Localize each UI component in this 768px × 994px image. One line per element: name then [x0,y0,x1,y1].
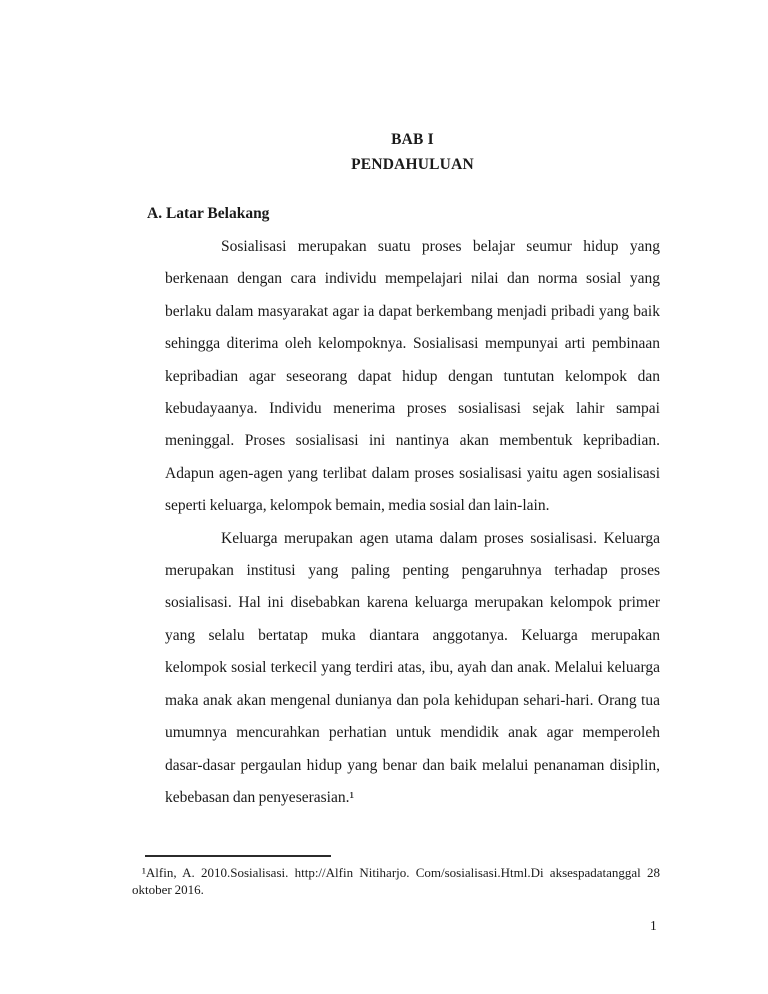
body-text [165,231,660,814]
text-line: Sosialisasi merupakan suatu proses belajar seumur hidup yang [221,238,660,255]
footnote-line: ¹Alfin, A. 2010.Sosialisasi. http://Alfin Nitiharjo. Com/sosialisasi.Html.Di aksespadatanggal 28 [142,865,660,880]
text-line: sosialisasi. Hal ini disebabkan karena keluarga merupakan kelompok primer [165,594,660,612]
body-paragraph [165,523,660,815]
footnote-line: oktober 2016. [132,882,204,897]
chapter-title-block [165,127,660,177]
text-line: umumnya mencurahkan perhatian untuk mendidik anak agar memperoleh [165,724,660,742]
text-line: kebudayaanya. Individu menerima proses sosialisasi sejak lahir sampai [165,400,660,418]
text-line: kepribadian agar seseorang dapat hidup dengan tuntutan kelompok dan [165,367,660,385]
text-line: berlaku dalam masyarakat agar ia dapat berkembang menjadi pribadi yang baik [165,302,660,320]
text-line: sehingga diterima oleh kelompoknya. Sosialisasi mempunyai arti pembinaan [165,335,660,353]
text-line: meninggal. Proses sosialisasi ini nantinya akan membentuk kepribadian. [165,432,660,450]
text-line: merupakan institusi yang paling penting pengaruhnya terhadap proses [165,562,660,580]
chapter-title: BAB I [391,131,434,148]
text-line: kebebasan dan penyeserasian.¹ [165,788,355,806]
text-line: kelompok sosial terkecil yang terdiri atas, ibu, ayah dan anak. Melalui keluarga [165,659,660,677]
body-paragraph [165,231,660,523]
footnote [132,864,660,898]
footnote-separator [145,855,331,857]
text-line: berkenaan dengan cara individu mempelajari nilai dan norma sosial yang [165,270,660,288]
text-line: maka anak akan mengenal dunianya dan pola kehidupan sehari-hari. Orang tua [165,691,660,709]
text-line: seperti keluarga, kelompok bemain, media sosial dan lain-lain. [165,497,550,515]
text-line: dasar-dasar pergaulan hidup yang benar dan baik melalui penanaman disiplin, [165,756,660,774]
chapter-subtitle: PENDAHULUAN [351,156,474,173]
text-line: yang selalu bertatap muka diantara anggotanya. Keluarga merupakan [165,626,660,644]
section-heading: A. Latar Belakang [147,205,270,222]
text-line: Adapun agen-agen yang terlibat dalam proses sosialisasi yaitu agen sosialisasi [165,464,660,482]
text-line: Keluarga merupakan agen utama dalam proses sosialisasi. Keluarga [221,529,660,547]
page-number: 1 [650,918,657,933]
